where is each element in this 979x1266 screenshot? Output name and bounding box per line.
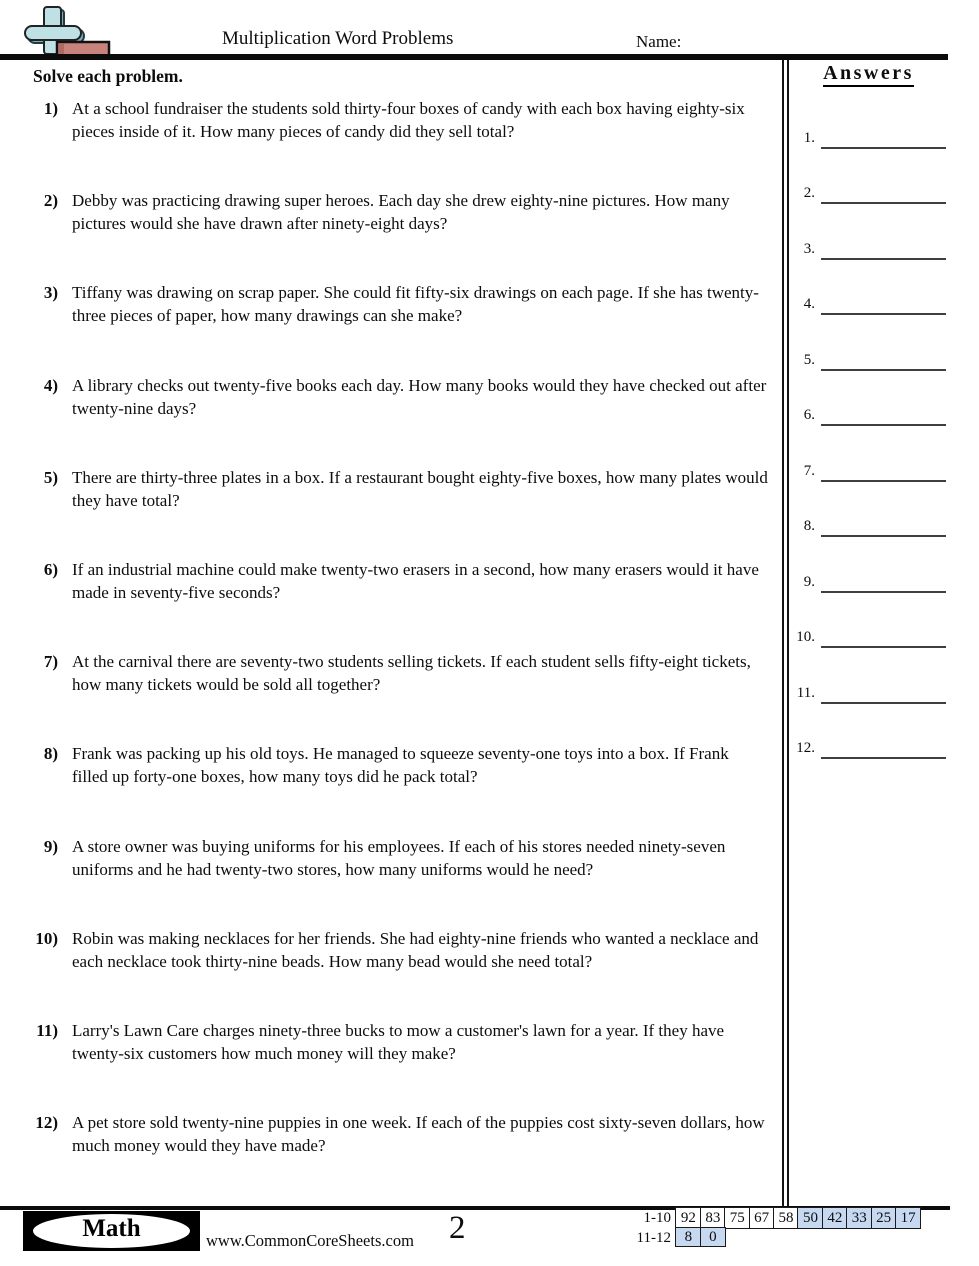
problem-text: A pet store sold twenty-nine puppies in one week. If each of the puppies cost sixty-seven dollars, how much money would they have made? bbox=[72, 1113, 765, 1156]
problem-text: A store owner was buying uniforms for his employees. If each of his stores needed ninety-seven uniforms and he had twenty-two stores, how many uniforms would he need? bbox=[72, 836, 726, 879]
problem-item bbox=[0, 374, 768, 420]
answer-item bbox=[787, 352, 950, 376]
answer-blank-line bbox=[821, 424, 946, 426]
problem-item bbox=[0, 97, 768, 143]
score-cell: 8 bbox=[675, 1227, 701, 1247]
score-cell: 67 bbox=[749, 1207, 775, 1229]
page-title: Multiplication Word Problems bbox=[222, 28, 454, 49]
answer-number: 3. bbox=[803, 240, 815, 257]
answer-number: 11. bbox=[796, 684, 815, 701]
answer-blank-line bbox=[821, 369, 946, 371]
problem-item bbox=[0, 1019, 768, 1065]
answer-item bbox=[787, 574, 950, 598]
answer-number: 7. bbox=[803, 462, 815, 479]
answer-number: 9. bbox=[803, 573, 815, 590]
problem-item bbox=[0, 189, 768, 235]
answer-blank-line bbox=[821, 646, 946, 648]
answer-number: 1. bbox=[803, 130, 815, 146]
problem-text: At the carnival there are seventy-two students selling tickets. If each student sells fifty-eight tickets, how many tickets would be sold all together? bbox=[72, 652, 751, 695]
answer-blank-line bbox=[821, 480, 946, 482]
score-cell: 75 bbox=[724, 1207, 750, 1229]
score-cell: 33 bbox=[846, 1207, 872, 1229]
answers-heading-text: Answers bbox=[823, 62, 914, 87]
score-row bbox=[601, 1229, 921, 1247]
answer-blank-line bbox=[821, 535, 946, 537]
problem-text: Larry's Lawn Care charges ninety-three bucks to mow a customer's lawn for a year. If they have twenty-six customers how much money will they make? bbox=[72, 1021, 725, 1063]
problem-number: 5) bbox=[43, 467, 58, 487]
problem-item bbox=[0, 558, 768, 604]
problem-item bbox=[0, 835, 768, 881]
answer-item bbox=[787, 407, 950, 431]
answer-number: 2. bbox=[803, 185, 815, 202]
answer-blank-line bbox=[821, 313, 946, 315]
answer-blank-line bbox=[821, 202, 946, 204]
problem-text: At a school fundraiser the students sold thirty-four boxes of candy with each box having eighty-six pieces inside of it. How many pieces of candy did they sell total? bbox=[72, 99, 745, 141]
problem-text: Frank was packing up his old toys. He managed to squeeze seventy-one toys into a box. If Frank filled up forty-one boxes, how many toys did he pack total? bbox=[72, 744, 729, 787]
problem-text: If an industrial machine could make twenty-two erasers in a second, how many erasers would it have made in seventy-five seconds? bbox=[72, 560, 759, 602]
answer-number: 12. bbox=[796, 739, 815, 756]
problem-item bbox=[0, 742, 768, 788]
score-row-label: 1-10 bbox=[643, 1209, 671, 1226]
answer-item bbox=[787, 296, 950, 320]
score-row bbox=[601, 1207, 921, 1229]
answer-blank-line bbox=[821, 147, 946, 149]
problem-number: 1) bbox=[43, 99, 58, 118]
instructions: Solve each problem. bbox=[33, 66, 183, 86]
problem-number: 9) bbox=[43, 836, 58, 856]
answer-blank-line bbox=[821, 702, 946, 704]
problem-number: 11) bbox=[36, 1021, 58, 1040]
answer-item bbox=[787, 629, 950, 653]
problem-text: Debby was practicing drawing super heroes. Each day she drew eighty-nine pictures. How many pictures would she have drawn after ninety-eight days? bbox=[72, 191, 730, 234]
problem-number: 6) bbox=[43, 560, 58, 579]
header-rule bbox=[0, 54, 948, 60]
score-cell: 83 bbox=[700, 1207, 726, 1229]
problem-number: 2) bbox=[43, 191, 58, 211]
math-subject-badge bbox=[23, 1211, 200, 1251]
problem-number: 3) bbox=[43, 283, 58, 303]
answer-item bbox=[787, 241, 950, 265]
problem-text: A library checks out twenty-five books each day. How many books would they have checked out after twenty-nine days? bbox=[72, 375, 767, 418]
answer-item bbox=[787, 185, 950, 209]
problem-item bbox=[0, 281, 768, 327]
problem-text: Robin was making necklaces for her friends. She had eighty-nine friends who wanted a necklace and each necklace took thirty-nine beads. How many bead would she need total? bbox=[72, 928, 759, 971]
problem-number: 7) bbox=[43, 652, 58, 672]
answer-number: 6. bbox=[803, 407, 815, 424]
answer-blank-line bbox=[821, 757, 946, 759]
score-cell: 17 bbox=[895, 1207, 921, 1229]
problem-text: Tiffany was drawing on scrap paper. She could fit fifty-six drawings on each page. If she has twenty-three pieces of paper, how many drawings can she make? bbox=[72, 283, 759, 326]
problem-number: 4) bbox=[43, 375, 58, 395]
answers-heading bbox=[787, 62, 950, 85]
answer-number: 10. bbox=[796, 629, 815, 646]
problem-number: 10) bbox=[35, 928, 58, 948]
answer-number: 4. bbox=[803, 296, 815, 313]
score-cell: 92 bbox=[675, 1207, 701, 1229]
answer-item bbox=[787, 518, 950, 542]
name-label: Name: bbox=[636, 32, 682, 51]
answer-blank-line bbox=[821, 258, 946, 260]
problem-item bbox=[0, 466, 768, 512]
score-cell: 50 bbox=[797, 1207, 823, 1229]
math-badge-label: Math bbox=[82, 1215, 141, 1242]
problem-item bbox=[0, 650, 768, 696]
score-row-label: 11-12 bbox=[636, 1229, 671, 1246]
answer-item bbox=[787, 740, 950, 764]
score-cell: 58 bbox=[773, 1207, 799, 1229]
score-table bbox=[601, 1207, 921, 1247]
answer-item bbox=[787, 685, 950, 709]
score-cell: 42 bbox=[822, 1207, 848, 1229]
problem-item bbox=[0, 1111, 768, 1157]
problem-text: There are thirty-three plates in a box. If a restaurant bought eighty-five boxes, how many plates would they have total? bbox=[72, 467, 768, 510]
answer-number: 5. bbox=[803, 351, 815, 368]
score-cell: 0 bbox=[700, 1227, 726, 1247]
website-url: www.CommonCoreSheets.com bbox=[206, 1231, 414, 1250]
problem-number: 12) bbox=[35, 1113, 58, 1133]
answer-item bbox=[787, 463, 950, 487]
problem-number: 8) bbox=[43, 744, 58, 764]
answer-number: 8. bbox=[803, 518, 815, 535]
score-cell: 25 bbox=[871, 1207, 897, 1229]
answer-blank-line bbox=[821, 591, 946, 593]
answer-item bbox=[787, 130, 950, 154]
page-number: 2 bbox=[449, 1210, 466, 1246]
problem-item bbox=[0, 927, 768, 973]
